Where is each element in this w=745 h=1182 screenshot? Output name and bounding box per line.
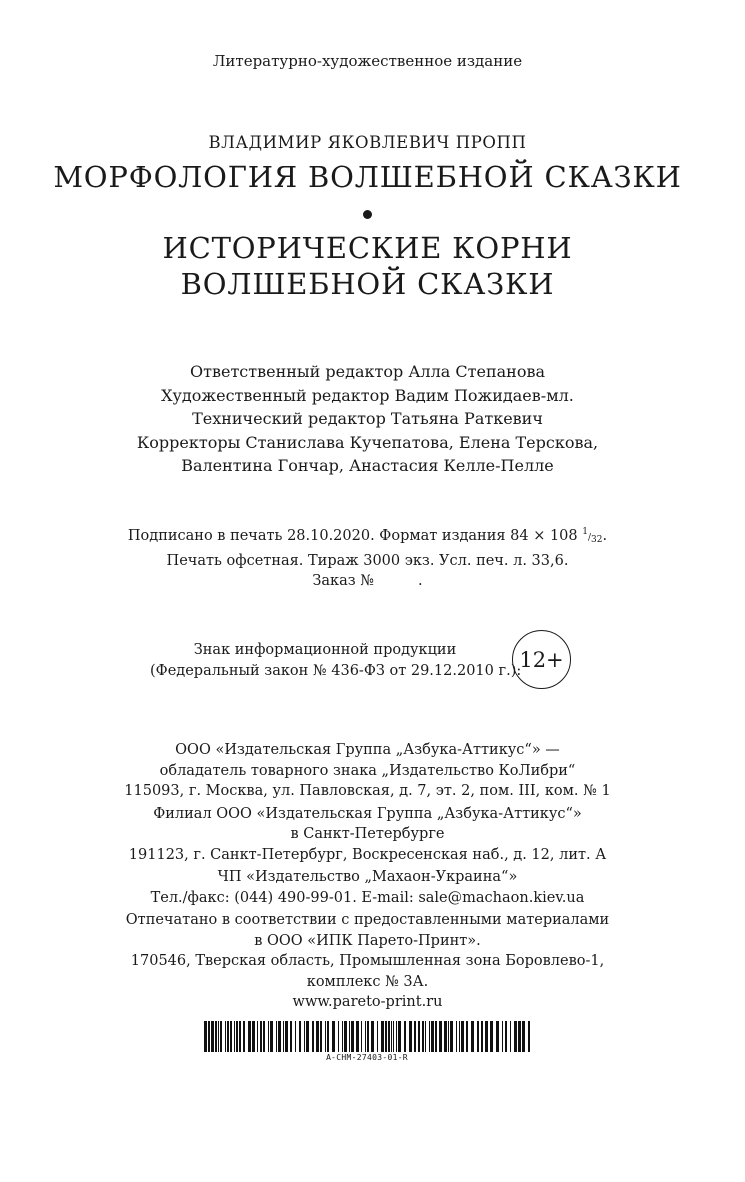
barcode-bar [263,1021,265,1052]
barcode-bar [230,1021,232,1052]
barcode-bar [365,1021,366,1052]
barcode-bar [349,1021,350,1052]
barcode-bar [388,1021,390,1052]
barcode-bar [225,1021,226,1052]
barcode-bar [227,1021,229,1052]
barcode-bar [481,1021,483,1052]
barcode-bar [459,1021,460,1052]
barcode-bar [490,1021,493,1052]
barcode-bar [218,1021,219,1052]
barcode-bar [522,1021,525,1052]
barcode-bar [239,1021,241,1052]
barcode-bar [320,1021,322,1052]
barcode-bar [371,1021,374,1052]
barcode-bar [220,1021,222,1052]
publisher-main: ООО «Издательская Группа „Азбука-Аттикус“» — обладатель товарного знака „Издательство КоЛибри“ 115093, г. Москва, ул. Павловская, д. 7, эт. 2, пом. III, ком. № 1 [124,742,611,799]
barcode-bar [431,1021,434,1052]
print-info-line: Подписано в печать 28.10.2020. Формат издания 84 × 108 $^1/_{32}$. [127,527,608,545]
barcode-bar [391,1021,392,1052]
publisher-ukraine: ЧП «Издательство „Махаон-Украина“» Тел./факс: (044) 490-99-01. E-mail: sale@machaon.kiev.ua [150,869,585,906]
barcode-bar [456,1021,457,1052]
barcode-bar [312,1021,314,1052]
barcode-bar [502,1021,503,1052]
title-separator-dot [363,210,372,219]
barcode-bar [270,1021,273,1052]
barcode-bar [306,1021,309,1052]
barcode-bar [422,1021,424,1052]
barcode-image [204,1021,530,1052]
barcode-bar [381,1021,384,1052]
publisher-block [0,740,735,1015]
barcode-bar [356,1021,359,1052]
barcode-bar [496,1021,499,1052]
barcode-bar [367,1021,369,1052]
barcode-bar [290,1021,292,1052]
publisher-branch: Филиал ООО «Издательская Группа „Азбука-Аттикус“» в Санкт-Петербурге 191123, г. Санкт-Петербург, Воскресенская наб., д. 12, лит. А [128,805,607,863]
barcode-bar [471,1021,474,1052]
barcode-bar [236,1021,238,1052]
credit-line: Корректоры Станислава Кучепатова, Елена Терскова, [136,432,599,452]
barcode-bar [361,1021,362,1052]
barcode-bar [485,1021,488,1052]
barcode-bar [268,1021,269,1052]
barcode-bar [208,1021,210,1052]
barcode-bar [327,1021,329,1052]
barcode-bar [510,1021,511,1052]
barcode-bar [385,1021,387,1052]
barcode-bar [342,1021,343,1052]
credit-line: Валентина Гончар, Анастасия Келле-Пелле [181,456,554,475]
barcode-bar [404,1021,406,1052]
barcode-bar [234,1021,235,1052]
barcode-bar [285,1021,288,1052]
barcode-bar [461,1021,464,1052]
barcode-bar [414,1021,416,1052]
book-title-1: МОРФОЛОГИЯ ВОЛШЕБНОЙ СКАЗКИ [53,160,682,194]
print-info [0,522,735,592]
barcode-bar [435,1021,437,1052]
barcode-bar [429,1021,430,1052]
barcode-bar [344,1021,347,1052]
credits-block [0,360,735,478]
barcode-bar [295,1021,296,1052]
barcode-bar [278,1021,281,1052]
credit-line: Технический редактор Татьяна Раткевич [192,409,543,428]
barcode-bar [332,1021,335,1052]
credit-line: Ответственный редактор Алла Степанова [190,362,545,381]
barcode-bar [505,1021,507,1052]
barcode-bar [257,1021,258,1052]
barcode-bar [477,1021,479,1052]
barcode-bar [276,1021,277,1052]
barcode-bar [283,1021,284,1052]
barcode-bar [215,1021,217,1052]
barcode-bar [450,1021,453,1052]
print-info-line: Печать офсетная. Тираж 3000 экз. Усл. печ. л. 33,6. [166,552,569,569]
barcode-label: A-CHM-27403-01-R [326,1053,408,1062]
barcode-bar [425,1021,426,1052]
book-title-2-line: ИСТОРИЧЕСКИЕ КОРНИ [162,231,573,265]
order-number-line: Заказ № . [312,573,423,589]
barcode-bar [398,1021,401,1052]
barcode-bar [243,1021,245,1052]
barcode-bar [204,1021,207,1052]
barcode-bar [393,1021,394,1052]
barcode-bar [514,1021,517,1052]
barcode-bar [448,1021,449,1052]
barcode-bar [304,1021,305,1052]
barcode-bar [338,1021,339,1052]
book-title-2 [0,230,735,302]
barcode-bar [466,1021,468,1052]
barcode-bar [299,1021,301,1052]
barcode-bar [325,1021,326,1052]
author-name: ВЛАДИМИР ЯКОВЛЕВИЧ ПРОПП [208,133,527,152]
barcode-bar [260,1021,262,1052]
printer-info: Отпечатано в соответствии с предоставленными материалами в ООО «ИПК Парето-Принт». 170546, Тверская область, Промышленная зона Боровлево-1, комплекс № 3А. www.pareto-print.ru [0,910,735,1013]
barcode-bar [528,1021,530,1052]
age-rating-badge: 12+ [512,630,571,689]
barcode-bar [316,1021,319,1052]
barcode-bar [439,1021,442,1052]
edition-type: Литературно-художественное издание [212,52,523,70]
credit-line: Художественный редактор Вадим Пожидаев-мл. [161,385,574,405]
barcode-bar [418,1021,420,1052]
barcode-bar [518,1021,521,1052]
barcode-bar [396,1021,397,1052]
barcode-bar [248,1021,251,1052]
barcode-bar [377,1021,378,1052]
printer-website: www.pareto-print.ru [292,994,443,1010]
book-title-2-line: ВОЛШЕБНОЙ СКАЗКИ [180,267,555,301]
barcode-bar [409,1021,412,1052]
info-product-sign: Знак информационной продукции (Федеральный закон № 436-ФЗ от 29.12.2010 г.): [150,642,522,679]
barcode-bar [211,1021,214,1052]
format-fraction: $^1/_{32}$ [582,527,603,545]
barcode-bar [444,1021,447,1052]
barcode-bar [252,1021,255,1052]
barcode-bar [351,1021,354,1052]
